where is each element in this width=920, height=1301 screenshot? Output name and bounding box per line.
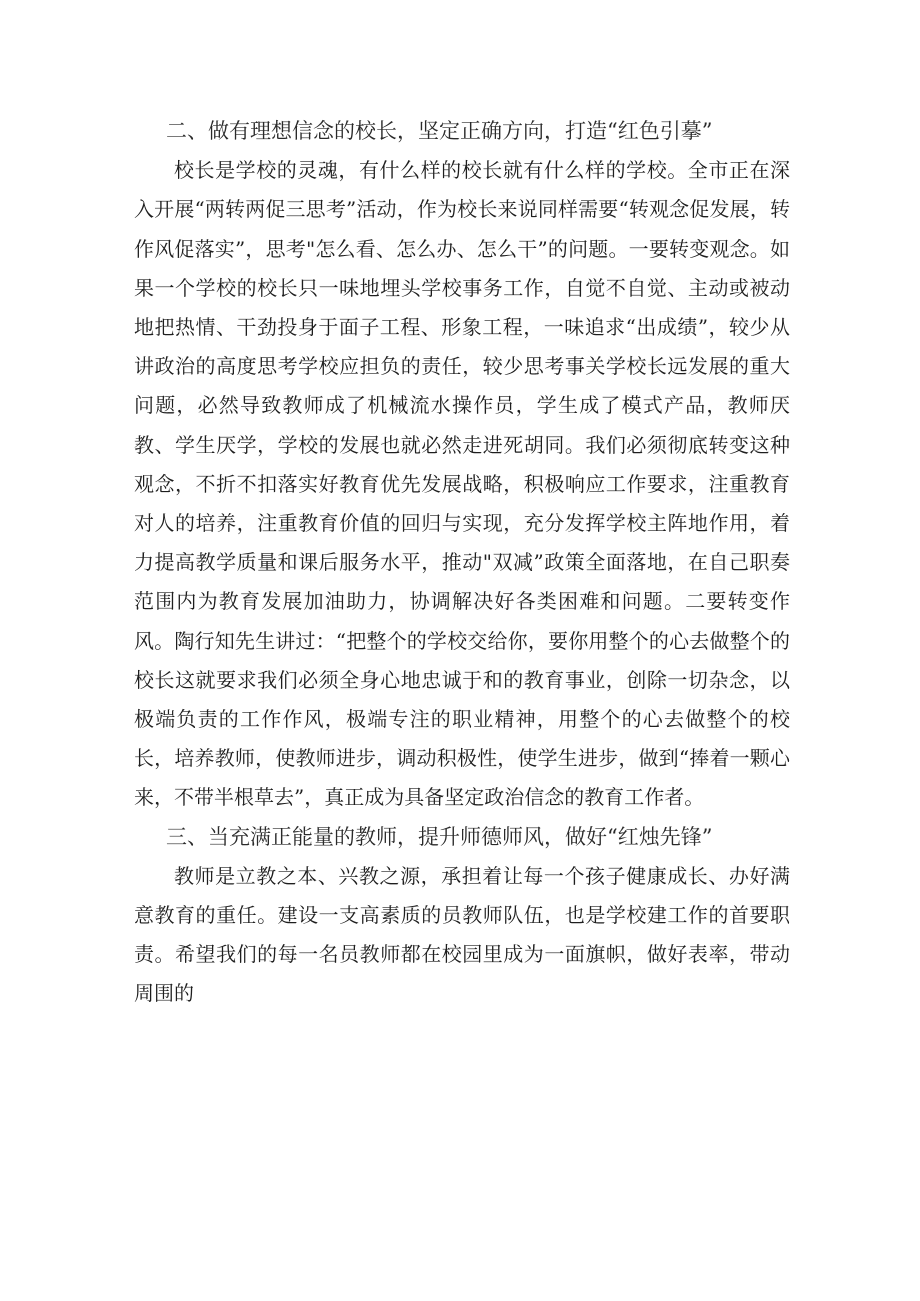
section-heading-2: 二、做有理想信念的校长，坚定正确方向，打造“红色引摹”: [166, 119, 713, 143]
section-paragraph-2: 校长是学校的灵魂，有什么样的校长就有什么样的学校。全市正在深入开展“两转两促三思考”活动，作为校长来说同样需要“转观念促发展，转作风促落实”，思考"怎么看、怎么办、怎么干”的问题。一要转变观念。如果一个学校的校长只一味地埋头学校事务工作，自觉不自觉、主动或被动地把热情、干劲投身于面子工程、形象工程，一味追求“出成绩”，较少从讲政治的高度思考学校应担负的责任，较少思考事关学校长远发展的重大问题，必然导致教师成了机械流水操作员，学生成了模式产品，教师厌教、学生厌学，学校的发展也就必然走进死胡同。我们必须彻底转变这种观念，不折不扣落实好教育优先发展战略，积极响应工作要求，注重教育对人的培养，注重教育价值的回归与实现，充分发挥学校主阵地作用，着力提高教学质量和课后服务水平，推动"双减”政策全面落地，在自己职奏范围内为教育发展加油助力，协调解决好各类困难和问题。二要转变作风。陶行知先生讲过：“把整个的学校交给你，要你用整个的心去做整个的校长这就要求我们必须全身心地忠诚于和的教育事业，创除一切杂念，以极端负责的工作作风，极端专注的职业精神，用整个的心去做整个的校长，培养教师，使教师进步，调动积极性，使学生进步，做到“捧着一颗心来，不带半根草去”，真正成为具备坚定政治信念的教育工作者。: [134, 158, 790, 810]
document-body: [134, 112, 790, 1014]
section-heading-3: 三、当充满正能量的教师，提升师德师风，做好“红烛先锋”: [166, 824, 713, 849]
section-paragraph-3: 教师是立教之本、兴教之源，承担着让每一个孩子健康成长、办好满意教育的重任。建设一支高素质的员教师队伍，也是学校建工作的首要职责。希望我们的每一名员教师都在校园里成为一面旗帜，做好表率，带动周围的: [134, 863, 790, 1006]
